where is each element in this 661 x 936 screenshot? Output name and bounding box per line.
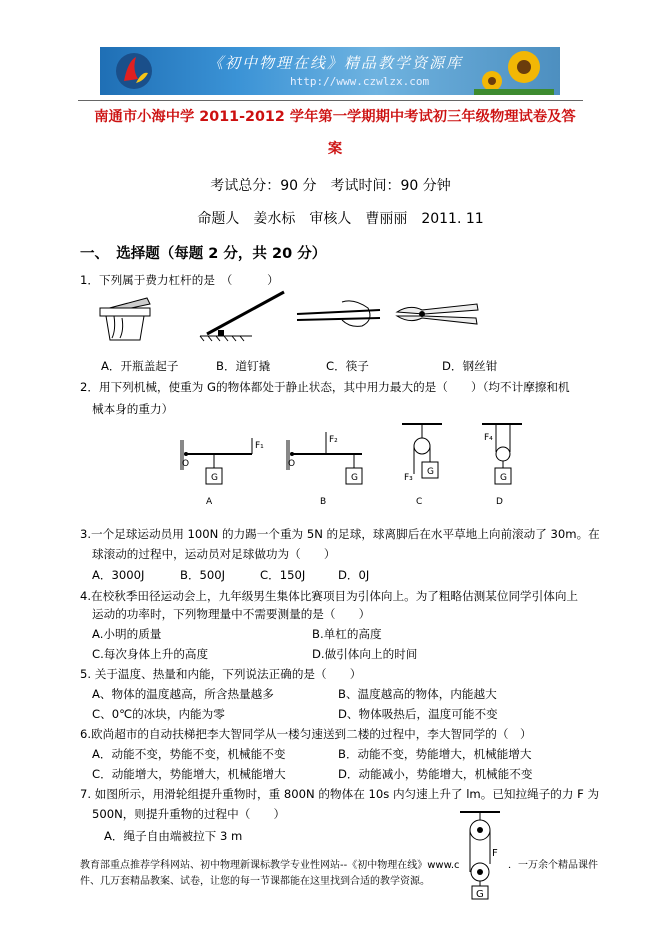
svg-text:G: G <box>351 473 358 483</box>
pliers-figure <box>397 304 478 324</box>
svg-text:G: G <box>427 467 434 477</box>
q3-option-c[interactable]: C．150J <box>260 568 306 582</box>
q5-option-c[interactable]: C、0℃的冰块，内能为零 <box>92 707 225 721</box>
figure-caption-c: C <box>416 497 423 507</box>
footer-promo: 教育部重点推荐学科网站、初中物理新课标教学专业性网站--《初中物理在线》www.c <box>80 860 460 871</box>
lever-figure-b <box>286 432 362 507</box>
svg-text:F₄: F₄ <box>484 433 493 443</box>
banner-url[interactable]: http://www.czwlzx.com <box>290 75 430 88</box>
header-banner <box>100 47 560 95</box>
q1-option-c[interactable]: C．筷子 <box>326 359 369 373</box>
crowbar-figure <box>200 292 284 341</box>
svg-text:F₁: F₁ <box>255 441 264 451</box>
q5-option-d[interactable]: D、物体吸热后，温度可能不变 <box>338 707 498 721</box>
question-7-stem: 7. 如图所示，用滑轮组提升重物时，重 800N 的物体在 10s 内匀速上升了 lm。已知拉绳子的力 F 为 <box>80 787 600 801</box>
question-5-stem: 5. 关于温度、热量和内能，下列说法正确的是（ ） <box>80 667 362 681</box>
header-rule <box>78 100 583 101</box>
question-1-stem: 1．下列属于费力杠杆的是 （ ） <box>80 273 279 287</box>
question-4-stem: 4.在校秋季田径运动会上，九年级男生集体比赛项目为引体向上。为了粗略估测某位同学引体向上 <box>80 589 579 603</box>
q3-option-a[interactable]: A．3000J <box>92 568 145 582</box>
svg-text:G: G <box>500 473 507 483</box>
question-6-stem: 6.欧尚超市的自动扶梯把李大智同学从一楼匀速送到二楼的过程中，李大智同学的（ ） <box>80 727 532 741</box>
chopsticks-figure <box>297 301 380 327</box>
q4-option-c[interactable]: C.每次身体上升的高度 <box>92 647 209 661</box>
banner-title: 《初中物理在线》精品教学资源库 <box>208 54 464 72</box>
q1-figures <box>92 290 482 342</box>
footer-promo-continued: 件、几万套精品教案、试卷，让您的每一节课都能在这里找到合适的教学资源。 <box>80 876 430 887</box>
q7-option-a[interactable]: A．绳子自由端被拉下 3 m <box>104 829 243 843</box>
figure-caption-b: B <box>320 497 327 507</box>
pulley-system-figure <box>452 806 512 900</box>
question-3-stem-continued: 球滚动的过程中，运动员对足球做功为（ ） <box>92 547 336 561</box>
svg-text:F₃: F₃ <box>404 473 413 483</box>
q1-option-b[interactable]: B．道钉撬 <box>216 359 271 373</box>
q4-option-d[interactable]: D.做引体向上的时间 <box>312 647 418 661</box>
pulley-figure-c <box>402 424 442 507</box>
question-4-stem-continued: 运动的功率时，下列物理量中不需要测量的是（ ） <box>92 607 371 621</box>
svg-text:G: G <box>476 889 484 900</box>
q6-option-d[interactable]: D．动能减小，势能增大，机械能不变 <box>338 767 533 781</box>
pulley-figure-d <box>482 424 522 507</box>
exam-info: 考试总分：90 分 考试时间：90 分钟 <box>210 178 451 194</box>
q6-option-b[interactable]: B．动能不变，势能增大，机械能增大 <box>338 747 532 761</box>
question-3-stem: 3.一个足球运动员用 100N 的力踢一个重为 5N 的足球，球离脚后在水平草地上向前滚动了 30m。在 <box>80 527 600 541</box>
site-logo-icon <box>114 51 154 91</box>
q2-figures <box>176 418 536 510</box>
svg-text:O: O <box>288 459 296 469</box>
question-7-stem-continued: 500N，则提升重物的过程中（ ） <box>92 807 286 821</box>
figure-caption-a: A <box>206 497 213 507</box>
authors-line: 命题人 姜水标 审核人 曹丽丽 2011. 11 <box>197 211 484 227</box>
q3-option-b[interactable]: B．500J <box>180 568 226 582</box>
svg-text:F₂: F₂ <box>329 435 338 445</box>
q3-option-d[interactable]: D．0J <box>338 568 370 582</box>
question-2-stem-continued: 械本身的重力） <box>92 402 174 416</box>
lever-figure-a <box>180 438 264 507</box>
footer-promo-tail: ．一万余个精品课件 <box>508 860 598 871</box>
question-2-stem: 2．用下列机械，使重为 G的物体都处于静止状态，其中用力最大的是（ ）（均不计摩擦和机 <box>80 380 570 394</box>
sunflower-icon <box>474 47 554 95</box>
q4-option-a[interactable]: A.小明的质量 <box>92 627 162 641</box>
svg-text:G: G <box>211 473 218 483</box>
figure-caption-d: D <box>496 497 503 507</box>
page-title-continued: 案 <box>327 141 343 157</box>
q4-option-b[interactable]: B.单杠的高度 <box>312 627 382 641</box>
q1-option-d[interactable]: D．钢丝钳 <box>442 359 498 373</box>
q5-option-b[interactable]: B、温度越高的物体，内能越大 <box>338 687 497 701</box>
page-title: 南通市小海中学 2011-2012 学年第一学期期中考试初三年级物理试卷及答 <box>94 109 576 125</box>
bottle-opener-figure <box>100 298 150 340</box>
q6-option-a[interactable]: A．动能不变，势能不变，机械能不变 <box>92 747 286 761</box>
q5-option-a[interactable]: A、物体的温度越高，所含热量越多 <box>92 687 274 701</box>
section-heading: 一、 选择题（每题 2 分，共 20 分） <box>80 246 327 262</box>
q6-option-c[interactable]: C．动能增大，势能增大，机械能增大 <box>92 767 286 781</box>
svg-text:O: O <box>182 459 190 469</box>
q1-option-a[interactable]: A．开瓶盖起子 <box>101 359 179 373</box>
svg-text:F: F <box>492 848 498 859</box>
